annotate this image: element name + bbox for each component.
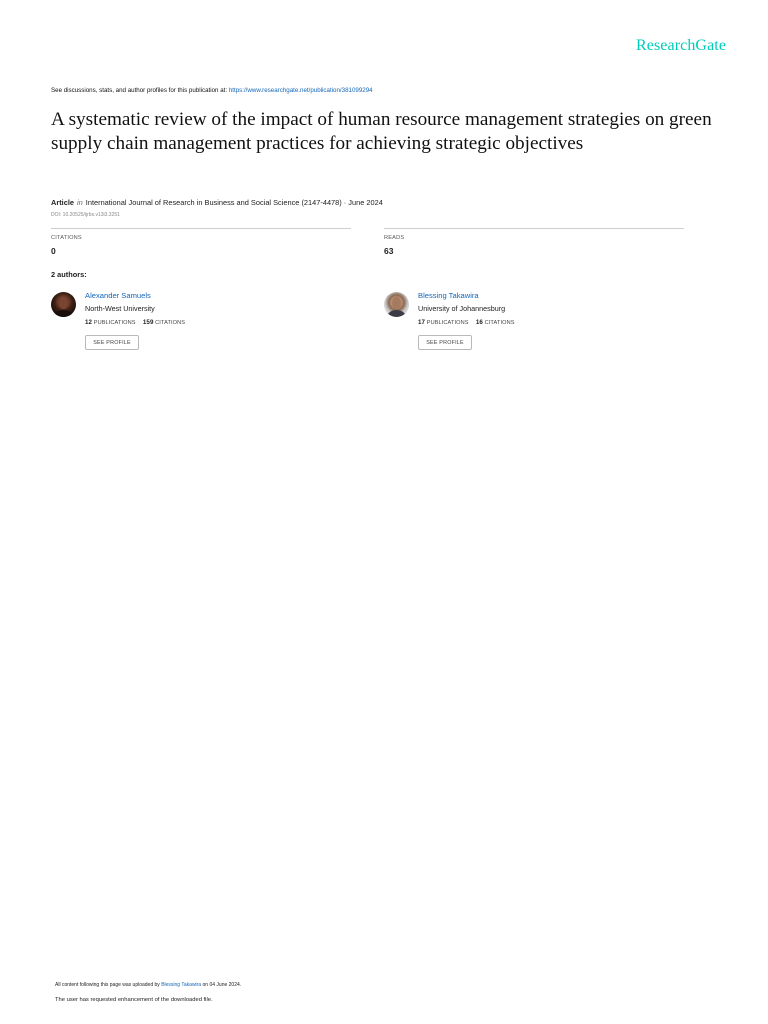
citations-label: CITATIONS [51,235,82,241]
citations-count: 16 [475,319,483,326]
reads-label: READS [384,235,405,241]
author-card [384,291,684,361]
see-profile-button[interactable]: SEE PROFILE [418,335,472,350]
avatar-shoulders [386,310,407,317]
author-name[interactable]: Alexander Samuels [85,291,151,300]
publication-meta [51,198,383,207]
avatar-face [392,297,401,309]
avatar-face [59,297,68,309]
discussion-note [51,87,373,94]
discussion-prefix: See discussions, stats, and author profiles for this publication at: [51,87,229,94]
publications-label: PUBLICATIONS [93,320,136,326]
reads-divider [384,228,684,229]
citations-label: CITATIONS [155,320,186,326]
doi: DOI: 10.20525/ijrbs.v13i3.3251 [51,212,120,218]
see-profile-button[interactable]: SEE PROFILE [85,335,139,350]
author-institution: North-West University [85,304,155,313]
enhancement-note: The user has requested enhancement of the downloaded file. [55,997,213,1003]
uploader-link[interactable]: Blessing Takawira [161,982,202,988]
journal-info[interactable]: International Journal of Research in Business and Social Science (2147-4478) · June 2024 [85,198,383,207]
citations-value: 0 [51,246,56,256]
authors-count: 2 authors: [51,270,87,279]
publication-type: Article [51,198,75,207]
author-institution: University of Johannesburg [418,304,506,313]
citations-label: CITATIONS [484,320,515,326]
researchgate-logo[interactable]: ResearchGate [636,37,727,54]
upload-note [55,982,241,988]
avatar-shoulders [53,310,74,317]
citations-count: 159 [142,319,154,326]
upload-prefix: All content following this page was uploaded by [55,982,162,988]
author-card [51,291,351,361]
publication-title: A systematic review of the impact of human resource management strategies on green supply chain management practices for achieving strategic objectives [51,109,712,154]
avatar[interactable] [51,292,76,317]
citations-divider [51,228,351,229]
publications-count: 17 [418,319,426,326]
publication-link[interactable]: https://www.researchgate.net/publication/381099294 [228,87,373,94]
author-name[interactable]: Blessing Takawira [418,291,479,300]
in-word: in [77,198,83,207]
publications-label: PUBLICATIONS [426,320,469,326]
author-stats [418,319,515,326]
upload-suffix: on 04 June 2024. [201,982,242,988]
avatar[interactable] [384,292,409,317]
reads-value: 63 [384,246,394,256]
author-stats [85,319,185,326]
publications-count: 12 [85,319,93,326]
